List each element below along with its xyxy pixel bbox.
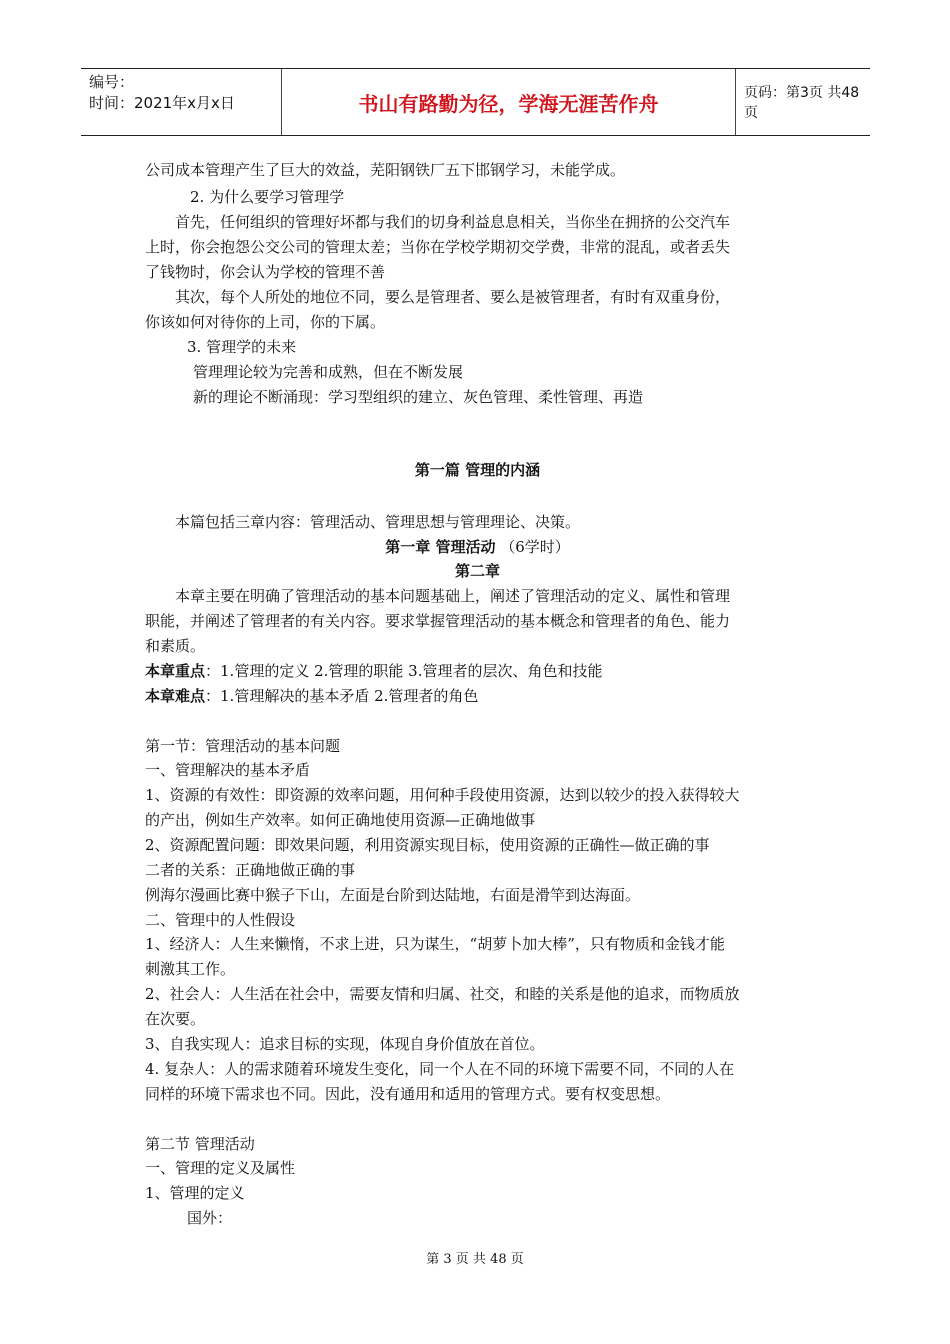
- paragraph-line: 1、经济人：人生来懒惰，不求上进，只为谋生，“胡萝卜加大棒”，只有物质和金钱才能: [145, 935, 725, 953]
- paragraph-line: 3、自我实现人：追求目标的实现，体现自身价值放在首位。: [145, 1035, 545, 1053]
- section-heading: 第二节 管理活动: [145, 1135, 255, 1153]
- date-label: 时间：2021年x月x日: [89, 94, 235, 112]
- subsection-heading: 二、管理中的人性假设: [145, 911, 296, 929]
- paragraph-line: 2、社会人：人生活在社会中，需要友情和归属、社交，和睦的关系是他的追求，而物质放: [145, 985, 740, 1003]
- subsection-heading: 一、管理解决的基本矛盾: [145, 761, 311, 779]
- header-page-number: 页码：第3页 共48页: [744, 85, 860, 121]
- serial-number-label: 编号：: [89, 73, 135, 91]
- paragraph-line: 和素质。: [145, 637, 206, 655]
- subsection-heading: 一、管理的定义及属性: [145, 1159, 296, 1177]
- paragraph-line: 二者的关系：正确地做正确的事: [145, 861, 356, 879]
- chapter-hours: （6学时）: [500, 538, 570, 556]
- subsection-heading: 1、管理的定义: [145, 1184, 245, 1202]
- paragraph-line: 上时，你会抱怨公交公司的管理太差；当你在学校学期初交学费，非常的混乱，或者丢失: [145, 238, 731, 256]
- chapter-title-text: 第一章 管理活动: [385, 538, 496, 556]
- paragraph-line: 管理理论较为完善和成熟，但在不断发展: [193, 363, 464, 381]
- paragraph-line: 2、资源配置问题：即效果问题，利用资源实现目标，使用资源的正确性—做正确的事: [145, 836, 710, 854]
- chapter-title: [145, 537, 810, 557]
- paragraph-line: 4. 复杂人：人的需求随着环境发生变化，同一个人在不同的环境下需要不同，不同的人在: [145, 1060, 735, 1078]
- page-footer: 第 3 页 共 48 页: [426, 1252, 524, 1267]
- paragraph-line: 你该如何对待你的上司，你的下属。: [145, 313, 386, 331]
- key-points-label: 本章重点: [145, 662, 206, 680]
- section-heading: 3. 管理学的未来: [187, 338, 297, 356]
- paragraph-line: 新的理论不断涌现：学习型组织的建立、灰色管理、柔性管理、再造: [193, 388, 644, 406]
- paragraph-line: 职能，并阐述了管理者的有关内容。要求掌握管理活动的基本概念和管理者的角色、能力: [145, 612, 731, 630]
- paragraph-line: 本章主要在明确了管理活动的基本问题基础上，阐述了管理活动的定义、属性和管理: [175, 587, 731, 605]
- page-header: [81, 68, 870, 136]
- difficult-points-text: ：1.管理解决的基本矛盾 2.管理者的角色: [205, 687, 479, 705]
- part-title: 第一篇 管理的内涵: [414, 461, 541, 479]
- paragraph-line: 的产出，例如生产效率。如何正确地使用资源—正确地做事: [145, 811, 536, 829]
- chapter-subtitle: 第二章: [454, 562, 500, 580]
- section-heading: 第一节：管理活动的基本问题: [145, 737, 341, 755]
- paragraph-line: 了钱物时，你会认为学校的管理不善: [145, 263, 386, 281]
- key-points-line: [145, 661, 603, 681]
- paragraph-line: 本篇包括三章内容：管理活动、管理思想与管理理论、决策。: [175, 513, 581, 531]
- header-meta: [81, 69, 281, 135]
- section-heading: 2. 为什么要学习管理学: [190, 188, 345, 206]
- paragraph-line: 公司成本管理产生了巨大的效益，芜阳钢铁厂五下邯钢学习，未能学成。: [145, 161, 626, 179]
- paragraph-line: 例海尔漫画比赛中猴子下山，左面是台阶到达陆地，右面是滑竿到达海面。: [145, 886, 641, 904]
- difficult-points-label: 本章难点: [145, 687, 206, 705]
- difficult-points-line: [145, 686, 478, 706]
- paragraph-line: 国外：: [187, 1209, 233, 1227]
- paragraph-line: 其次，每个人所处的地位不同，要么是管理者、要么是被管理者，有时有双重身份，: [175, 288, 731, 306]
- paragraph-line: 刺激其工作。: [145, 960, 236, 978]
- paragraph-line: 1、资源的有效性：即资源的效率问题，用何种手段使用资源，达到以较少的投入获得较大: [145, 786, 740, 804]
- paragraph-line: 首先，任何组织的管理好坏都与我们的切身利益息息相关，当你坐在拥挤的公交汽车: [175, 213, 731, 231]
- key-points-text: ：1.管理的定义 2.管理的职能 3.管理者的层次、角色和技能: [205, 662, 603, 680]
- paragraph-line: 同样的环境下需求也不同。因此，没有通用和适用的管理方式。要有权变思想。: [145, 1085, 671, 1103]
- header-motto: 书山有路勤为径，学海无涯苦作舟: [281, 69, 736, 135]
- paragraph-line: 在次要。: [145, 1010, 206, 1028]
